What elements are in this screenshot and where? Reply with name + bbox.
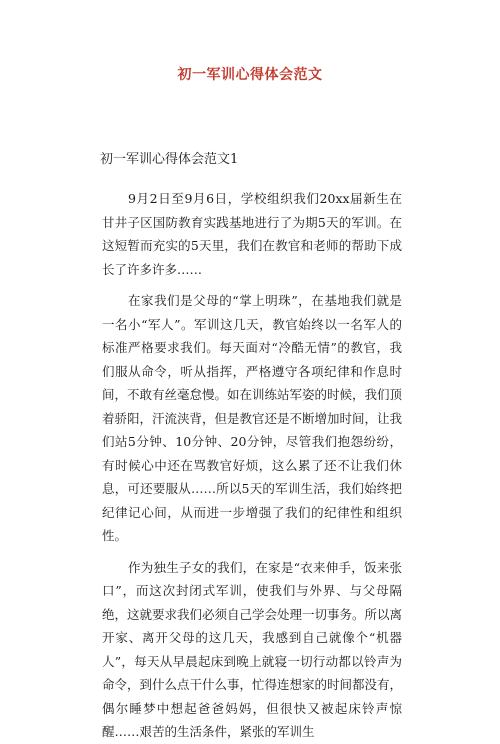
paragraph-1: 9月2日至9月6日，学校组织我们20xx届新生在甘井子区国防教育实践基地进行了为期5天的军训。在这短暂而充实的5天里，我们在教官和老师的帮助下成长了许多许多…… bbox=[102, 191, 402, 277]
paragraph-3: 作为独生子女的我们，在家是“衣来伸手，饭来张口”，而这次封闭式军训，使我们与外界、与父母隔绝，这就要求我们必须自己学会处理一切事务。所以离开家、离开父母的这几天，我感到自己就像个“机器人”，每天从早晨起床到晚上就寝一切行动都以铃声为命令，到什么点干什么事，忙得连想家的时间都没有，偶尔睡梦中想起爸爸妈妈，但很快又被起床铃声惊醒……艰苦的生活条件，紧张的军训生 bbox=[102, 559, 403, 739]
document-subtitle: 初一军训心得体会范文1 bbox=[100, 152, 239, 167]
document-body bbox=[102, 187, 402, 744]
paragraph-2: 在家我们是父母的“掌上明珠”，在基地我们就是一名小“军人”。军训这几天，教官始终以一名军人的标准严格要求我们。每天面对“冷酷无情”的教官，我们服从命令，听从指挥，严格遵守各项纪律和作息时间，不敢有丝毫怠慢。如在训练站军姿的时候，我们顶着骄阳，汗流浃背，但是教官还是不断增加时间，让我们站5分钟、10分钟、20分钟，尽管我们抱怨纷纷，有时候心中还在骂教官好烦，这么累了还不让我们休息，可还要服从……所以5天的军训生活，我们始终把纪律记心间，从而进一步增强了我们的纪律性和组织性。 bbox=[102, 293, 403, 543]
document-title: 初一军训心得体会范文 bbox=[177, 67, 323, 83]
